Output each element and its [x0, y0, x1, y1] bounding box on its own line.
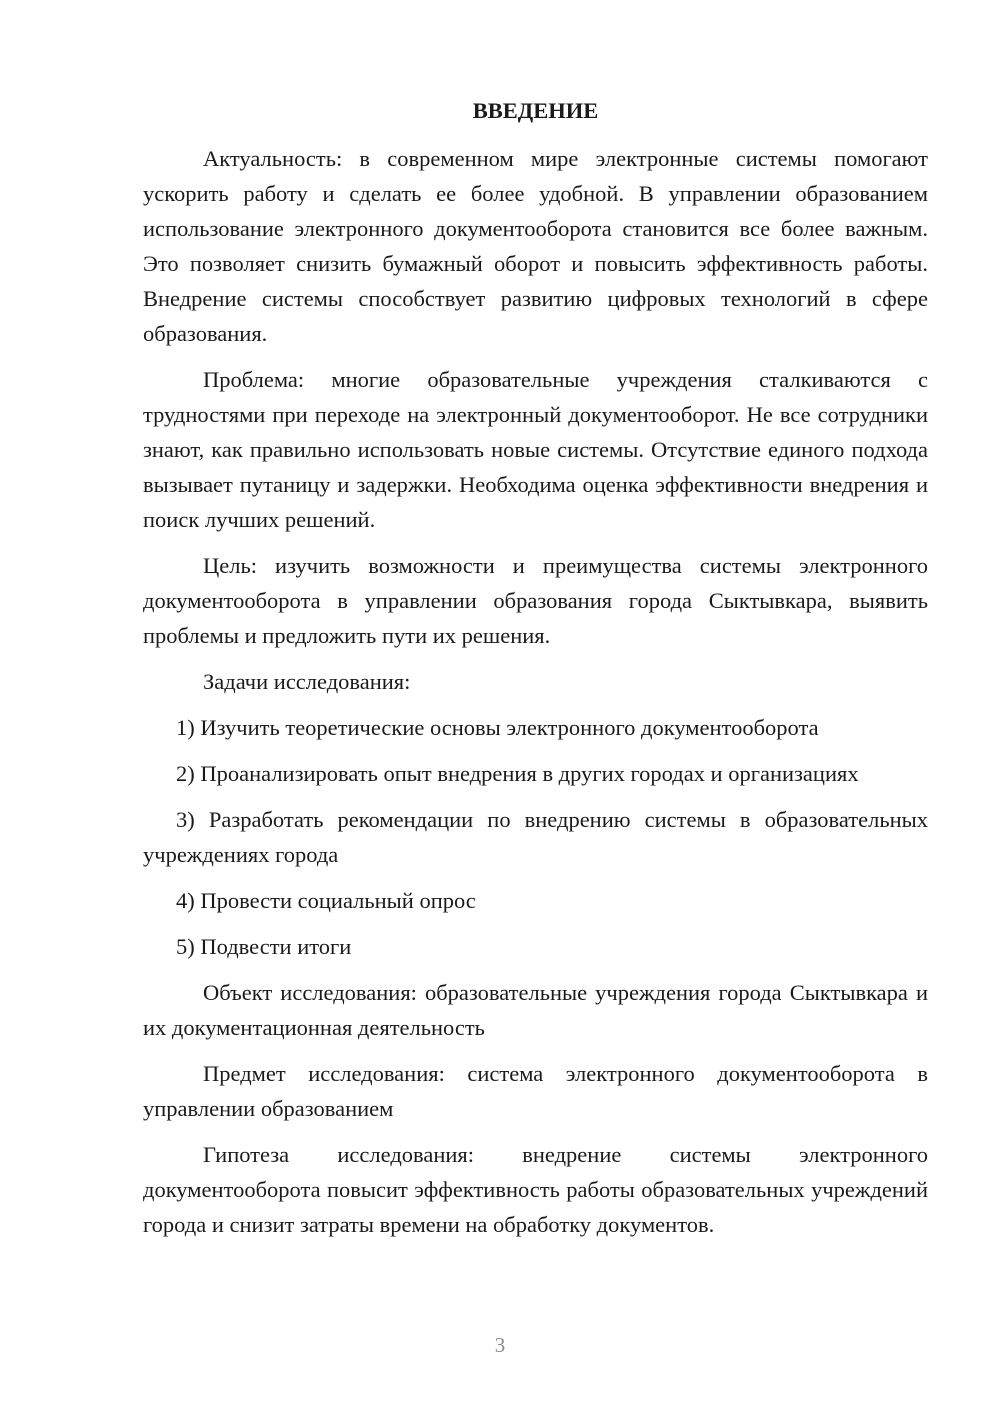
page-number: 3 — [494, 1333, 506, 1357]
paragraph-subject: Предмет исследования: система электронного документооборота в управлении образованием — [143, 1061, 928, 1121]
paragraph-hypothesis: Гипотеза исследования: внедрение системы электронного документооборота повысит эффективность работы образовательных учреждений города и снизит затраты времени на обработку документов. — [143, 1142, 928, 1237]
page-content — [143, 93, 928, 1253]
section-title: ВВЕДЕНИЕ — [472, 98, 599, 123]
paragraph-relevance: Актуальность: в современном мире электронные системы помогают ускорить работу и сделать ее более удобной. В управлении образованием использование электронного документооборота становится все более важным. Это позволяет снизить бумажный оборот и повысить эффективность работы. Внедрение системы способствует развитию цифровых технологий в сфере образования. — [143, 146, 928, 346]
paragraph-goal: Цель: изучить возможности и преимущества системы электронного документооборота в управлении образования города Сыктывкара, выявить проблемы и предложить пути их решения. — [143, 553, 928, 648]
task-item-2: 2) Проанализировать опыт внедрения в других городах и организациях — [176, 761, 859, 786]
paragraph-problem: Проблема: многие образовательные учреждения сталкиваются с трудностями при переходе на электронный документооборот. Не все сотрудники знают, как правильно использовать новые системы. Отсутствие единого подхода вызывает путаницу и задержки. Необходима оценка эффективности внедрения и поиск лучших решений. — [143, 367, 928, 532]
task-item-4: 4) Провести социальный опрос — [176, 888, 476, 913]
task-item-3: 3) Разработать рекомендации по внедрению системы в образовательных учреждениях города — [143, 807, 928, 867]
task-item-1: 1) Изучить теоретические основы электронного документооборота — [176, 715, 819, 740]
tasks-heading: Задачи исследования: — [203, 669, 411, 694]
paragraph-object: Объект исследования: образовательные учреждения города Сыктывкара и их документационная деятельность — [143, 980, 928, 1040]
task-item-5: 5) Подвести итоги — [176, 934, 352, 959]
